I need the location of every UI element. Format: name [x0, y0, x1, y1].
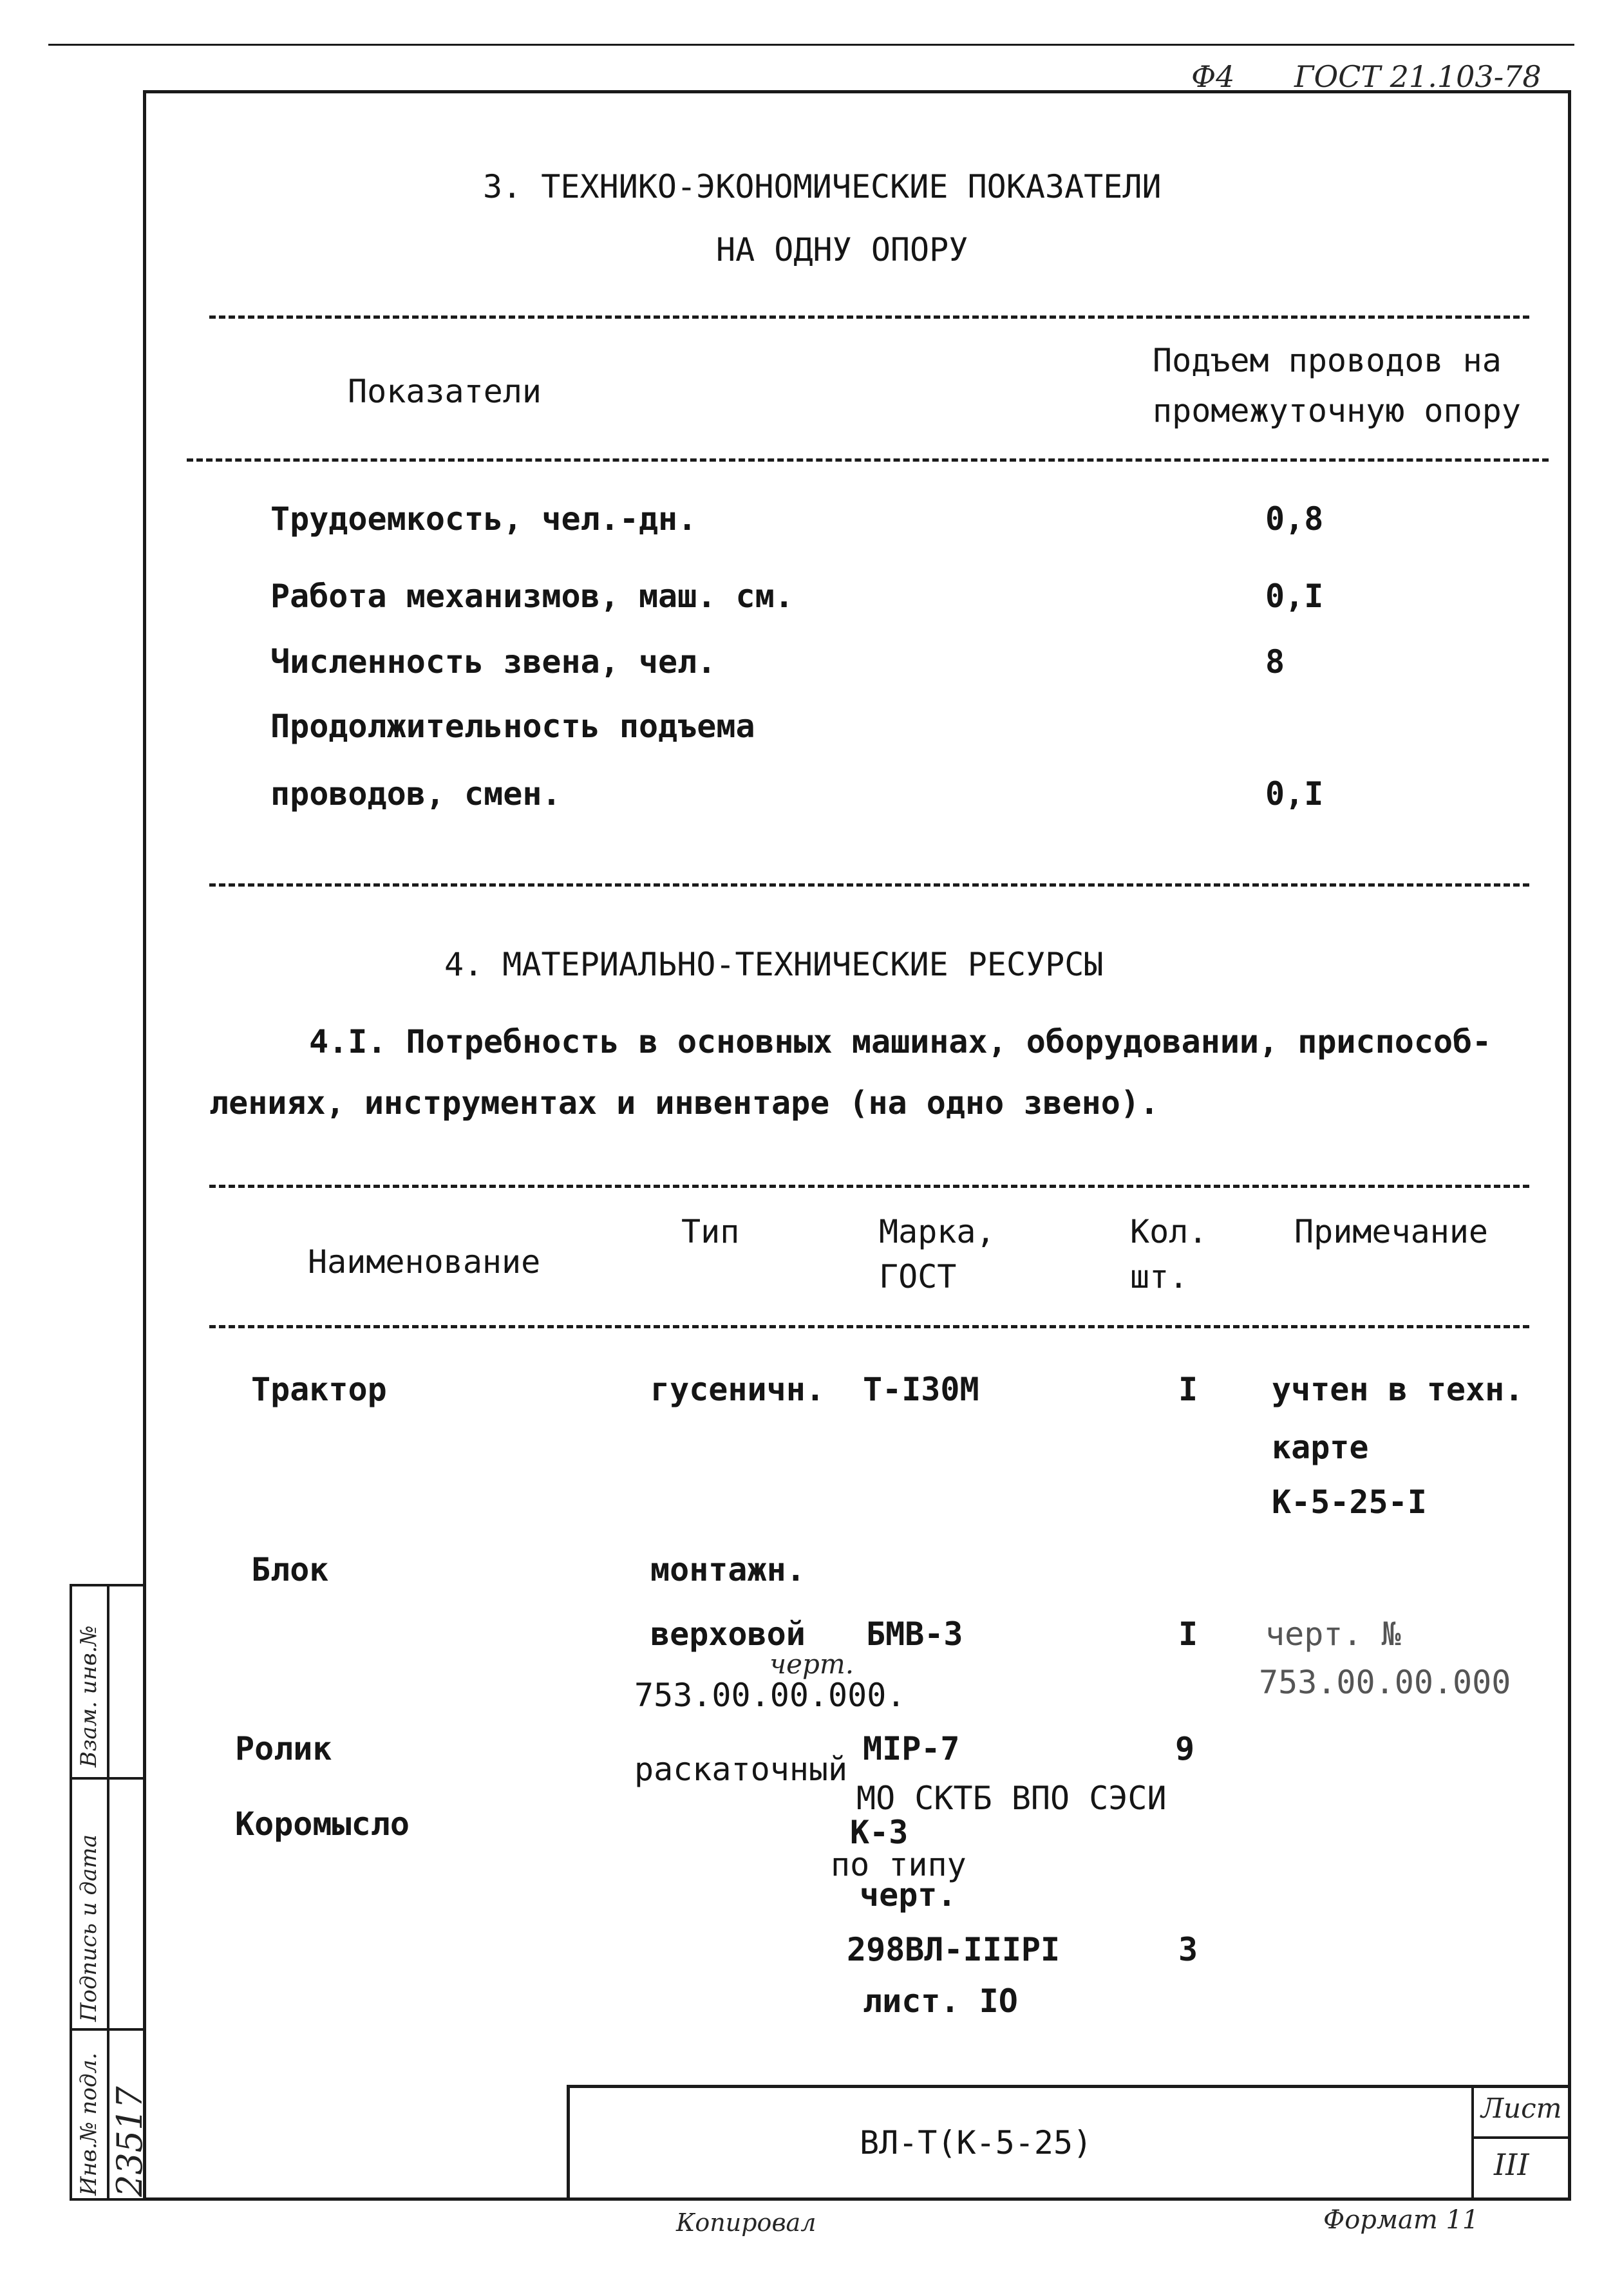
col-value-header-2: промежуточную опору — [1153, 392, 1521, 429]
col-indicator-header: Показатели — [348, 373, 542, 410]
dash-rule — [209, 1185, 1529, 1188]
title-block-left — [567, 2085, 570, 2201]
indicator-label: Работа механизмов, маш. см. — [270, 578, 794, 615]
dash-rule — [209, 315, 1529, 319]
document-designation: ВЛ-Т(К-5-25) — [860, 2124, 1093, 2161]
row-mark-rocker-3: черт. — [860, 1876, 957, 1914]
row-mark-rocker-2: по типу — [831, 1846, 967, 1883]
page-mark: Ф4 — [1191, 59, 1235, 94]
row-type-block: монтажн. — [650, 1551, 806, 1588]
sheet-number: III — [1494, 2147, 1529, 2182]
col-value-header: Подъем проводов на — [1153, 342, 1502, 379]
indicator-label: Трудоемкость, чел.-дн. — [270, 500, 697, 538]
section3-title: 3. ТЕХНИКО-ЭКОНОМИЧЕСКИЕ ПОКАЗАТЕЛИ — [483, 168, 1162, 205]
row-drawing-block: 753.00.00.000. — [634, 1677, 906, 1714]
row-name-tractor: Трактор — [251, 1371, 387, 1408]
col-qty-header-2: шт. — [1130, 1258, 1189, 1295]
sheet-col-line — [1471, 2085, 1474, 2201]
top-rule — [48, 44, 1574, 46]
side-stamp-row — [70, 2028, 146, 2031]
row-name-roller: Ролик — [235, 1730, 332, 1767]
row-mark-rocker-5: лист. IO — [863, 1982, 1018, 2020]
row-note-tractor-2: карте — [1272, 1429, 1369, 1466]
row-org-roller: МО СКТБ ВПО СЭСИ — [856, 1780, 1167, 1817]
row-qty-tractor: I — [1178, 1371, 1198, 1408]
row-qty-block: I — [1178, 1615, 1198, 1653]
row-mark-tractor: Т-I30М — [863, 1371, 979, 1408]
indicator-value: 8 — [1265, 643, 1285, 681]
row-type-roller: раскаточный — [634, 1751, 848, 1788]
indicator-value: 0,8 — [1265, 500, 1324, 538]
section4-title: 4. МАТЕРИАЛЬНО-ТЕХНИЧЕСКИЕ РЕСУРСЫ — [444, 946, 1104, 983]
row-type-tractor: гусеничн. — [650, 1371, 825, 1408]
dash-rule — [209, 883, 1529, 887]
row-note-tractor: учтен в техн. — [1272, 1371, 1524, 1408]
section3-subtitle: НА ОДНУ ОПОРУ — [716, 231, 968, 268]
col-mark-header-2: ГОСТ — [879, 1258, 957, 1295]
section4-paragraph-2: лениях, инструментах и инвентаре (на одно звено). — [209, 1084, 1160, 1122]
indicator-label: Численность звена, чел. — [270, 643, 717, 681]
row-qty-rocker: 3 — [1178, 1931, 1198, 1968]
dash-rule — [187, 458, 1549, 462]
row-note-block-2: 753.00.00.000 — [1259, 1664, 1511, 1701]
indicator-value: 0,I — [1265, 775, 1324, 813]
col-type-header: Тип — [681, 1213, 740, 1250]
sheet-label: Лист — [1481, 2093, 1562, 2124]
section4-paragraph: 4.I. Потребность в основных машинах, оборудовании, приспособ- — [309, 1023, 1492, 1060]
row-qty-roller: 9 — [1175, 1730, 1195, 1767]
indicator-value: 0,I — [1265, 578, 1324, 615]
side-stamp-row — [70, 1777, 146, 1780]
row-mark-roller: МIР-7 — [863, 1730, 960, 1767]
row-name-rocker: Коромысло — [235, 1805, 410, 1843]
gost-reference: ГОСТ 21.103-78 — [1294, 59, 1542, 94]
row-type-block-2: верховой — [650, 1615, 806, 1653]
title-block-top — [567, 2085, 1571, 2088]
row-name-block: Блок — [251, 1551, 329, 1588]
sheet-divider — [1471, 2136, 1571, 2139]
sign-date-label: Подпись и дата — [76, 1834, 102, 2022]
row-mark-block: БМВ-3 — [866, 1615, 963, 1653]
row-mark-rocker: К-3 — [850, 1814, 909, 1851]
inv-number: 23517 — [109, 2086, 150, 2197]
col-note-header: Примечание — [1294, 1213, 1489, 1250]
col-name-header: Наименование — [308, 1243, 541, 1281]
handwritten-cherteg: черт. — [769, 1648, 854, 1680]
row-note-tractor-3: К-5-25-I — [1272, 1483, 1427, 1521]
format-label: Формат 11 — [1323, 2205, 1479, 2235]
row-mark-rocker-4: 298ВЛ-IIIРI — [847, 1931, 1061, 1968]
copied-by: Копировал — [676, 2208, 816, 2237]
col-qty-header: Кол. — [1130, 1213, 1208, 1250]
indicator-label: проводов, смен. — [270, 775, 561, 813]
row-note-block: черт. № — [1265, 1615, 1401, 1653]
col-mark-header: Марка, — [879, 1213, 995, 1250]
replace-inv-label: Взам. инв.№ — [76, 1625, 102, 1767]
dash-rule — [209, 1325, 1529, 1328]
indicator-label: Продолжительность подъема — [270, 708, 755, 745]
inv-label: Инв.№ подл. — [76, 2053, 102, 2196]
